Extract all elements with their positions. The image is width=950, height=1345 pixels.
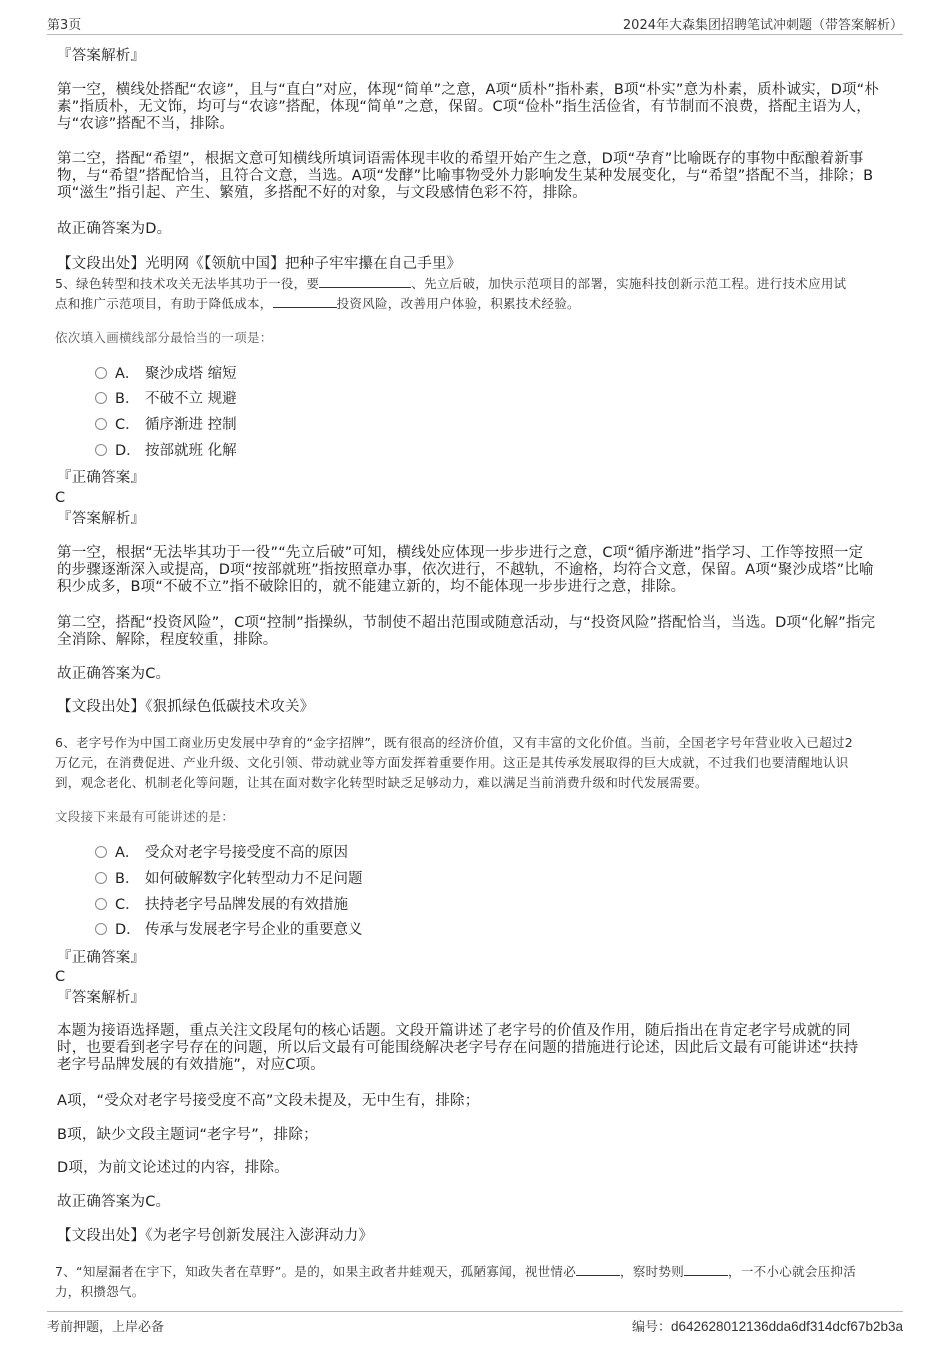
q4-source: 【文段出处】光明网《【领航中国】把种子牢牢攥在自己手里》 (57, 256, 462, 272)
q5-option-c[interactable]: C． 循序渐进 控制 (95, 415, 237, 435)
q6-stem: 6、老字号作为中国工商业历史发展中孕育的“金字招牌”，既有很高的经济价值，又有丰富的文化价值。当前，全国老字号年营业收入已超过2 万亿元，在消费促进、产业升级、文化引领、带动就业等方面发挥着重要作用。这正是其传承发展取得的巨大成就，不过我们也要清醒地认识 到，观念老化、机制老化等问题，让其在面对数字化转型时缺乏足够动力，难以满足当前消费升级和时代发展需要。 (55, 735, 854, 790)
q6-analysis-para1: 本题为接语选择题，重点关注文段尾句的核心话题。文段开篇讲述了老字号的价值及作用，随后指出在肯定老字号成就的同 时，也要看到老字号存在的问题，所以后文最有可能围绕解决老字号存在问题的措施进行论述，因此后文最有可能讲述“扶持 老字号品牌发展的有效措施”，对应C项。 (57, 1023, 859, 1073)
q6-analysis-para2: A项，“受众对老字号接受度不高”文段未提及，无中生有，排除； (57, 1093, 480, 1109)
q6-answer-label: 『正确答案』 (57, 950, 146, 966)
q5-option-a[interactable]: A． 聚沙成塔 缩短 (95, 364, 237, 384)
q5-option-b[interactable]: B． 不破不立 规避 (95, 389, 237, 409)
q5-analysis-para2: 第二空，搭配“投资风险”，C项“控制”指操纵，节制使不超出范围或随意活动，与“投资风险”搭配恰当，当选。D项“化解”指完 全消除、解除，程度较重，排除。 (57, 615, 876, 648)
q7-blank-2 (684, 1275, 728, 1276)
q5-stem: 5、绿色转型和技术攻关无法毕其功于一役，要 、先立后破，加快示范项目的部署，实施科技创新示范工程。进行技术应用试 点和推广示范项目，有助于降低成本， 投资风险，改善用户体验，积累技术经验。 (55, 276, 847, 311)
q5-analysis-para1: 第一空，根据“无法毕其功于一役”“先立后破”可知，横线处应体现一步步进行之意，C项“循序渐进”指学习、工作等按照一定 的步骤逐渐深入或提高，D项“按部就班”指按照章办事，依次进行，不越轨，不逾格，均符合文意，保留。A项“聚沙成塔”比喻 积少成多，B项“不破不立”指不破除旧的，就不能建立新的，均不能体现一步步进行之意，排除。 (57, 545, 874, 595)
q6-analysis-label: 『答案解析』 (57, 990, 146, 1006)
q6-analysis-para4: D项，为前文论述过的内容，排除。 (57, 1160, 289, 1176)
q6-source: 【文段出处】《为老字号创新发展注入澎湃动力》 (57, 1228, 374, 1244)
q5-prompt: 依次填入画横线部分最恰当的一项是： (55, 330, 273, 345)
radio-icon[interactable] (95, 392, 107, 404)
q5-analysis-label: 『答案解析』 (57, 511, 146, 527)
q5-answer-label: 『正确答案』 (57, 470, 146, 486)
q4-analysis-para1: 第一空，横线处搭配“农谚”，且与“直白”对应，体现“简单”之意，A项“质朴”指朴素，B项“朴实”意为朴素，质朴诚实，D项“朴 素”指质朴，无文饰，均可与“农谚”搭配，体现“简单”之意，保留。C项“俭朴”指生活俭省，有节制而不浪费，搭配主语为人， 与“农谚”搭配不当，排除。 (57, 82, 880, 132)
q5-blank-1 (319, 287, 411, 288)
q4-analysis-label: 『答案解析』 (57, 48, 146, 64)
document-code: 编号：d642628012136dda6df314dcf67b2b3a (631, 1319, 903, 1335)
radio-icon[interactable] (95, 846, 107, 858)
q6-analysis-para3: B项，缺少文段主题词“老字号”，排除； (57, 1127, 318, 1143)
q6-option-b[interactable]: B． 如何破解数字化转型动力不足问题 (95, 869, 363, 889)
q5-conclusion: 故正确答案为C。 (57, 666, 171, 682)
q4-analysis-para2: 第二空，搭配“希望”，根据文意可知横线所填词语需体现丰收的希望开始产生之意，D项“孕育”比喻既存的事物中酝酿着新事 物，与“希望”搭配恰当，且符合文意，当选。A项“发酵”比喻事物受外力影响发生某种发展变化，与“希望”搭配不当，排除；B 项“滋生”指引起、产生、繁殖，多搭配不好的对象，与文段感情色彩不符，排除。 (57, 151, 874, 201)
footer-slogan: 考前押题，上岸必备 (47, 1320, 165, 1335)
radio-icon[interactable] (95, 444, 107, 456)
q5-answer: C (55, 490, 66, 506)
radio-icon[interactable] (95, 872, 107, 884)
q6-conclusion: 故正确答案为C。 (57, 1194, 171, 1210)
q6-prompt: 文段接下来最有可能讲述的是： (55, 809, 235, 824)
q4-conclusion: 故正确答案为D。 (57, 221, 172, 237)
radio-icon[interactable] (95, 898, 107, 910)
radio-icon[interactable] (95, 418, 107, 430)
q7-blank-1 (576, 1275, 620, 1276)
q5-blank-2 (273, 307, 337, 308)
q6-option-a[interactable]: A． 受众对老字号接受度不高的原因 (95, 843, 348, 863)
page-number: 第3页 (47, 18, 82, 33)
q5-option-d[interactable]: D． 按部就班 化解 (95, 441, 237, 461)
radio-icon[interactable] (95, 923, 107, 935)
q7-stem: 7、“知屋漏者在宇下，知政失者在草野”。是的，如果主政者井蛙观天，孤陋寡闻，视世情必 ，察时势则 ，一不小心就会压抑活 力，积攒怨气。 (55, 1264, 857, 1299)
q6-answer: C (55, 969, 66, 985)
q6-option-d[interactable]: D． 传承与发展老字号企业的重要意义 (95, 920, 363, 940)
document-title: 2024年大森集团招聘笔试冲刺题（带答案解析） (622, 18, 903, 33)
radio-icon[interactable] (95, 367, 107, 379)
q5-source: 【文段出处】《狠抓绿色低碳技术攻关》 (57, 699, 315, 715)
q6-option-c[interactable]: C． 扶持老字号品牌发展的有效措施 (95, 895, 348, 915)
page-header (47, 10, 903, 35)
page-footer (47, 1311, 903, 1336)
